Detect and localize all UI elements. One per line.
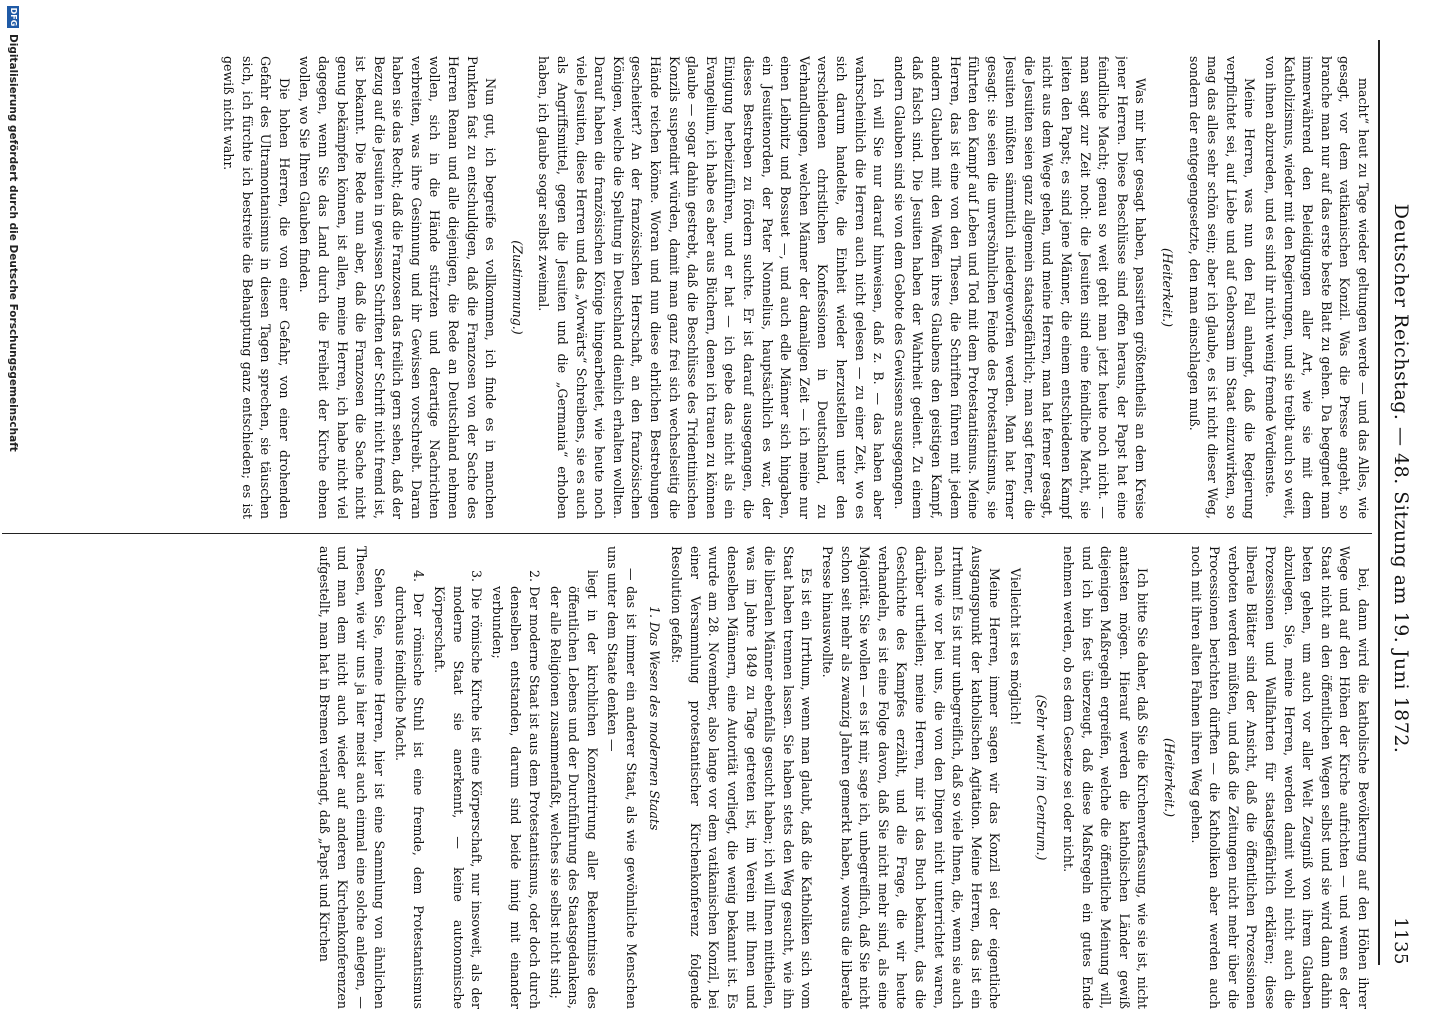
resolution-item: 2. Der moderne Staat ist aus dem Protestantismus, oder doch durch denselben entstanden, darum sind beide innig mit einander verbunden; <box>489 570 543 1009</box>
dfg-logo-icon: DFG <box>9 7 18 27</box>
paragraph: Meine Herren, immer sagen wir das Konzil sei der eigentliche Ausgangspunkt der katholischen Agitation. Meine Herren, das ist ein Irrthum! Es ist nur unbegreiflich, daß so viele Ihnen, die, wenn sie auch nach wie vor bei uns, die von den Dingen nicht unterrichtet waren, darüber urtheilen; meine Herren, mir ist das Buch bekannt, das die Geschichte des Kampfes erzählt, und die Frage, die wir heute verhandeln, es ist eine Folge davon, daß Sie nicht mehr sind, als eine Majorität. Sie wollen — es ist mir, sage ich, unbegreiflich, daß Sie nicht schon seit mehr als zwanzig Jahren gemerkt haben, woraus die liberale Presse hinauswollte. <box>819 546 1003 1009</box>
paragraph: Es ist ein Irrthum, wenn man glaubt, daß die Katholiken sich vom Staat haben trennen lassen. Sie haben stets den Weg gesucht, wie ihn die liberalen Männer ebenfalls gesucht haben; ich will Ihnen mittheilen, was im Jahre 1849 zu Tage getreten ist, im Verein mit Ihnen und denselben Männern, eine Autorität vorliegt, die wenig bekannt ist. Es wurde am 28. November, also lange vor dem vatikanischen Konzil, bei einer Versammlung protestantischer Kirchenkonferenz folgende Resolution gefaßt: <box>669 546 815 1009</box>
stage-direction: (Sehr wahr! im Centrum.) <box>1034 694 1050 861</box>
header-rule <box>1378 40 1380 965</box>
paragraph: Vielleicht ist es möglich! <box>1007 568 1023 726</box>
paragraph: — das ist immer ein anderer Staat, als wie gewöhnliche Menschen uns unter dem Staate denken — <box>605 546 640 1009</box>
digitization-footer <box>4 0 22 1000</box>
stage-direction: (Heiterkeit.) <box>1160 248 1176 327</box>
page-title: Deutscher Reichstag. — 48. Sitzung am 19. Juni 1872. <box>1390 203 1412 754</box>
paragraph: Ich bitte Sie daher, daß Sie die Kirchenverfassung, wie sie ist, nicht antasten mögen. Hierauf werden die katholischen Länder gewiß diejenigen Maßregeln ergreifen, welche die öffentliche Meinung will, und ich bin fest überzeugt, daß diese Maßregeln ein gutes Ende nehmen werden, ob es dem Gesetze sei oder nicht. <box>1061 546 1151 1009</box>
stage-direction: (Heiterkeit.) <box>1162 738 1178 817</box>
page-header <box>1386 40 1416 965</box>
text-column-right <box>12 546 1372 1009</box>
paragraph: macht“ heut zu Tage wieder geltungen werde — und das Alles, wie gesagt, vor dem vatikanischen Konzil. Was die Presse angeht, so branche man nur auf das erste beste Blatt zu gehen. Da begegnet man immerwährend den Beleidigungen aller Art, wie sie mit dem Katholizismus, wieder mit den Regierungen, und sie treibt auch so weit, von ihnen abzureden, und es sind ihr nicht wenig fremde Verdienste. <box>1263 56 1371 519</box>
resolution-item: liegt in der kirchlichen Konzentrirung aller Bekenntnisse des öffentlichen Lebens und der Durchführung des Staatsgedankens, der alle Religionen zusammenfaßt, welches sie selbst nicht sind; <box>547 570 600 1009</box>
paragraph: Sehen Sie, meine Herren, hier ist eine Sammlung von ähnlichen Thesen, wie wir uns ja hier meist auch einmal eine solche anlegen, — und man dem nicht auch wieder auf anderen Kirchenkonferenzen aufgestellt, man hat in Bremen verlangt, daß „Papst und Kirchen <box>316 546 388 1009</box>
resolution-heading: 1. Das Wesen des modernen Staats <box>646 606 662 831</box>
paragraph: Meine Herren, was nun den Fall anlangt, daß die Regierung verpflichtet sei, auf Liebe und auf Gehorsam im Staat einzuwirken, so mag das alles sehr schön sein; aber ich glaube, es ist nicht dieser Weg, sondern der entgegengesetzte, den man einschlagen muß. <box>1186 56 1258 519</box>
footer-text: Digitalisierung gefördert durch die Deutsche Forschungsgemeinschaft <box>7 34 19 452</box>
page-number: 1135 <box>1390 917 1412 965</box>
text-column-left <box>12 56 1372 519</box>
paragraph: Die hohen Herren, die von einer Gefahr, von einer drohenden Gefahr des Ultramontanismus in diesen Tagen sprechen, sie täuschen sich, ich fürchte ich bestreite die Behauptung ganz entschieden; es ist gewiß nicht wahr. <box>220 56 292 519</box>
paragraph: bei, dann wird die katholische Bevölkerung auf den Höhen ihrer Wege und auf den Höhen der Kirche aufrichten — und wenn es der Staat nicht an den öffentlichen Wegen selbst und sie wird dann dahin beten gehen, um auch vor aller Welt Zeugniß von ihrem Glauben abzulegen. Sie, meine Herren, werden damit wohl nicht auch die Prozessionen und Wallfahrten für staatsgefährlich erklären; diese liberale Blätter sind der Ansicht, daß die öffentlichen Prozessionen verboten werden müßten, und daß die Zeitungen nicht mehr über die Processionen berichten dürften — die Katholiken aber werden auch noch mit ihren alten Fahnen ihren Weg gehen. <box>1188 546 1371 1009</box>
column-divider <box>2 533 1372 534</box>
resolution-item: 3. Die römische Kirche ist eine Körperschaft, nur insoweit, als der moderne Staat sie anerkennt, — keine autonomische Körperschaft. <box>432 570 485 1009</box>
paragraph: Was mir hier gesagt haben, passirten größtentheils an dem Kreise jener Herren. Diese Beschlüsse sind offen heraus, der Papst hat eine feindliche Macht; genau so weit geht man jetzt heute noch nicht. — man sagt zur Zeit noch: die Jesuiten sind eine feindliche Macht, sie leiten den Papst; es sind jene Männer, die einem entschiedenen Kampf nicht aus dem Wege gehen, und meine Herren, man hat ferner gesagt, die Jesuiten seien ganz allgemein staatsgefährlich; man sagt ferner, die Jesuiten müßten sämmtlich niedergeworfen werden. Man hat ferner gesagt: sie seien die unversöhnlichen Feinde des Protestantismus, sie führten den Kampf auf Leben und Tod mit dem Protestantismus. Meine Herren, das ist eine von den Thesen, die Schriften führen mit jedem andern Glauben mit den Waffen ihres Glaubens den geistigen Kampf, daß falsch sind. Die Jesuiten haben der Wahrheit gedient. Zu einem andern Glauben sind sie von dem Gebote des Gewissens ausgegangen. <box>891 56 1149 519</box>
resolution-item: 4. Der römische Stuhl ist eine fremde, dem Protestantismus durchaus feindliche Macht. <box>392 570 427 1009</box>
paragraph: Ich will Sie nur darauf hinweisen, daß z. B. — das haben aber wahrscheinlich die Herren auch nicht gelesen — zu einer Zeit, wo es sich darum handelte, die Einheit wieder herzustellen unter den verschiedenen christlichen Konfessionen in Deutschland, zu Verhandlungen, welchen Männer der damaligen Zeit — ich meine nur einen Leibnitz und Bossuet —, und auch edle Männer sich hingaben, ein Jesuitenorden, der Pater Nonnelius, hauptsächlich es war, der dieses Bestreben zu fördern suchte. Er ist darauf ausgegangen, die Einigung herbeizuführen, und er hat — ich gebe das nicht als ein Evangelium, ich habe es aber aus Büchern, denen ich trauen zu können glaube — sogar dahin gestrebt, daß die Beschlüsse des Tridentinischen Konzils suspendirt würden, damit man ganz frei sich wechselseitig die Hände reichen könne. Woran und nun diese ehrlichen Bestrebungen gescheitert? An der französischen Herrschaft, an den französischen Königen, welche die Spaltung in Deutschland dienlich erhalten wollten. Darauf haben die französischen Könige hingearbeitet, wie heute noch viele Jesuiten, diese Herren und das „Vorwärts“ Schreibens, sie es auch als Angriffsmittel, gegen die Jesuiten und die „Germania“ erhoben haben, ich glaube sogar selbst zweimal. <box>536 56 887 519</box>
stage-direction: (Zustimmung.) <box>509 240 525 335</box>
paragraph: Nun gut, ich begreife es vollkommen, ich finde es in manchen Punkten fast zu entschuldigen, daß die Franzosen von der Sache des Herren Renan und alle diejenigen, die Rede an Deutschland nehmen wollen, sich in die Hände stürzten und derartige Nachrichten verbreiten, was ihre Gesinnung und ihr Gewissen vorschreibt. Daran haben sie das Recht; daß die Franzosen das freilich gern sehen, daß der Bezug auf die Jesuiten in gewissen Schriften der Schrift nicht fremd ist, ist bekannt. Die Rede nun aber, daß die Franzosen die Sache nicht genug bekämpfen können, ist allen, meine Herren, ich habe nicht viel dagegen, wenn Sie das Land durch die Freiheit der Kirche ebnen wollen, wo Sie Ihren Glauben finden. <box>297 56 499 519</box>
